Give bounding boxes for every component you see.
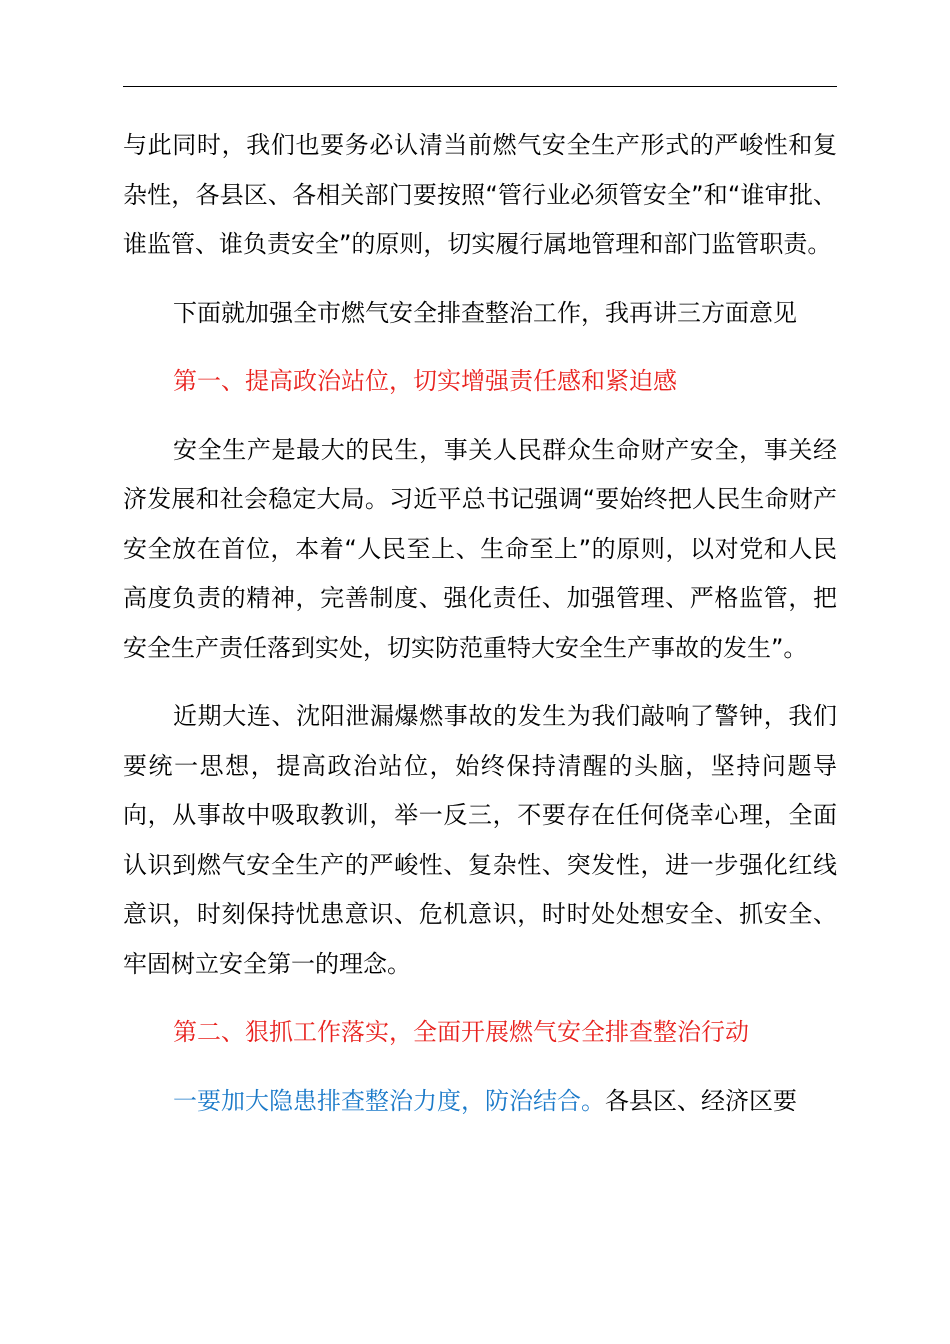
header-rule	[123, 86, 837, 87]
document-body	[123, 121, 837, 1126]
paragraph-safety-livelihood: 安全生产是最大的民生，事关人民群众生命财产安全，事关经济发展和社会稳定大局。习近平总书记强调“要始终把人民生命财产安全放在首位，本着“人民至上、生命至上”的原则，以对党和人民高度负责的精神，完善制度、强化责任、加强管理、严格监管，把安全生产责任落到实处，切实防范重特大安全生产事故的发生”。	[123, 435, 837, 662]
section-heading-first: 第一、提高政治站位，切实增强责任感和紧迫感	[173, 367, 677, 395]
paragraph-responsibilities: 与此同时，我们也要务必认清当前燃气安全生产形式的严峻性和复杂性，各县区、各相关部门要按照“管行业必须管安全”和“谁审批、谁监管、谁负责安全”的原则，切实履行属地管理和部门监管职责。	[123, 131, 837, 258]
paragraph-accident-warning: 近期大连、沈阳泄漏爆燃事故的发生为我们敲响了警钟，我们要统一思想，提高政治站位，始终保持清醒的头脑，坚持问题导向，从事故中吸取教训，举一反三，不要存在任何侥幸心理，全面认识到燃气安全生产的严峻性、复杂性、突发性，进一步强化红线意识，时刻保持忧患意识、危机意识，时时处处想安全、抓安全、牢固树立安全第一的理念。	[123, 702, 837, 978]
paragraph-intro-three-points: 下面就加强全市燃气安全排查整治工作，我再讲三方面意见	[173, 298, 797, 327]
section-heading-second: 第二、狠抓工作落实，全面开展燃气安全排查整治行动	[173, 1018, 749, 1046]
paragraph-hazard-inspection-text: 各县区、经济区要	[605, 1086, 797, 1115]
paragraph-hazard-inspection	[123, 1077, 837, 1127]
subheading-hazard-inspection: 一要加大隐患排查整治力度，防治结合。	[173, 1086, 605, 1115]
